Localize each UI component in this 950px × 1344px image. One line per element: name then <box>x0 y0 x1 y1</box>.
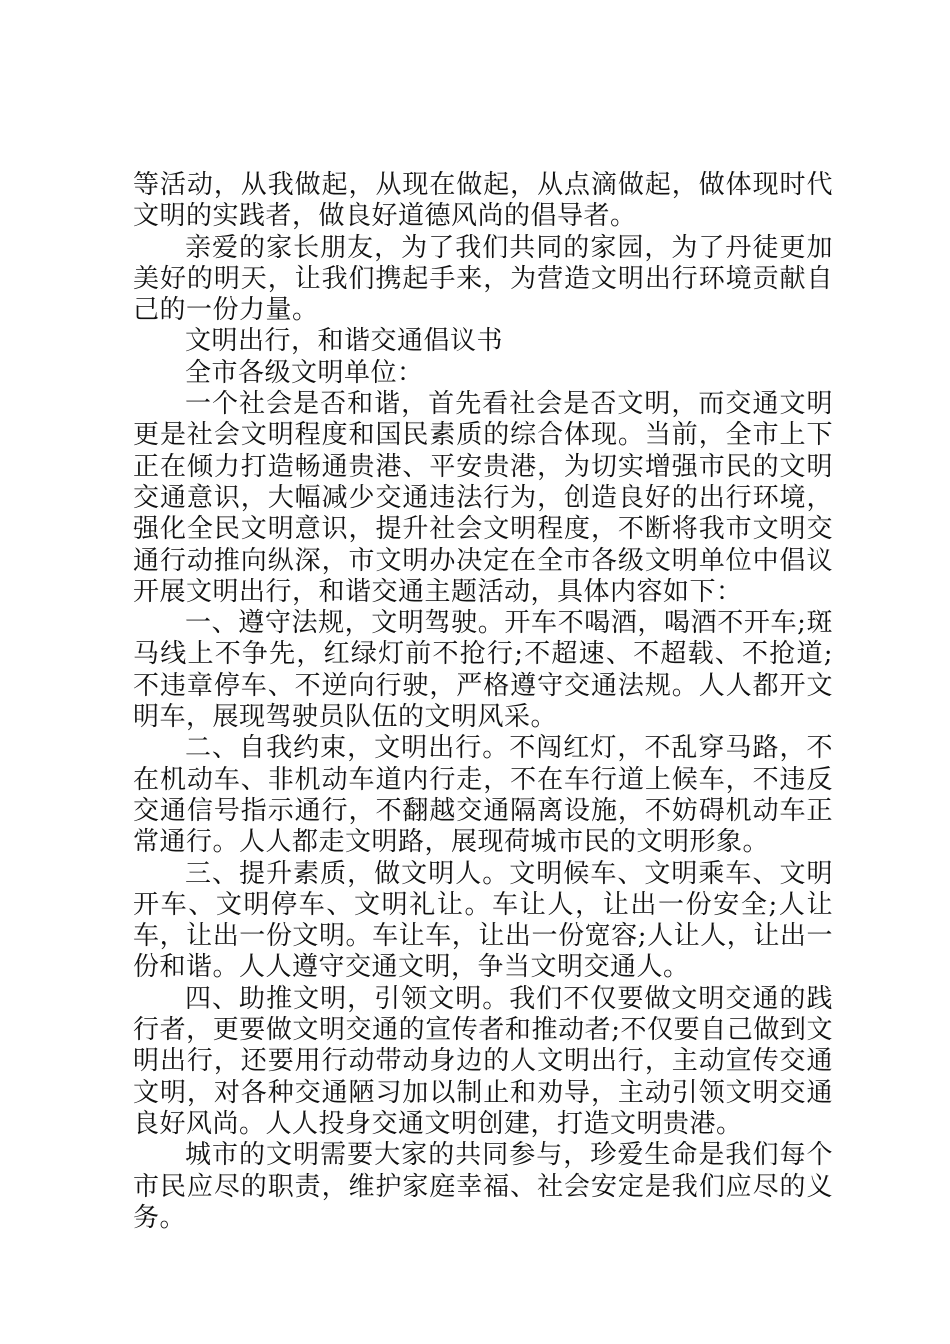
paragraph-item-one: 一、遵守法规，文明驾驶。开车不喝酒，喝酒不开车;斑马线上不争先，红绿灯前不抢行;不超速、不超载、不抢道;不违章停车、不逆向行驶，严格遵守交通法规。人人都开文明车，展现驾驶员队伍的文明风采。 <box>133 608 833 733</box>
paragraph-item-two: 二、自我约束，文明出行。不闯红灯，不乱穿马路，不在机动车、非机动车道内行走，不在车行道上候车，不违反交通信号指示通行，不翻越交通隔离设施，不妨碍机动车正常通行。人人都走文明路，展现荷城市民的文明形象。 <box>133 733 833 858</box>
paragraph-parents-appeal: 亲爱的家长朋友，为了我们共同的家园，为了丹徒更加美好的明天，让我们携起手来，为营造文明出行环境贡献自己的一份力量。 <box>133 232 833 326</box>
salutation: 全市各级文明单位： <box>185 357 424 388</box>
document-body <box>133 170 833 1234</box>
paragraph-conclusion: 城市的文明需要大家的共同参与，珍爱生命是我们每个市民应尽的职责，维护家庭幸福、社会安定是我们应尽的义务。 <box>133 1140 833 1233</box>
paragraph-item-three: 三、提升素质，做文明人。文明候车、文明乘车、文明开车、文明停车、文明礼让。车让人，让出一份安全;人让车，让出一份文明。车让车，让出一份宽容;人让人，让出一份和谐。人人遵守交通文明，争当文明交通人。 <box>133 858 833 983</box>
paragraph-introduction: 一个社会是否和谐，首先看社会是否文明，而交通文明更是社会文明程度和国民素质的综合体现。当前，全市上下正在倾力打造畅通贵港、平安贵港，为切实增强市民的文明交通意识，大幅减少交通违法行为，创造良好的出行环境，强化全民文明意识，提升社会文明程度，不断将我市文明交通行动推向纵深，市文明办决定在全市各级文明单位中倡议开展文明出行，和谐交通主题活动，具体内容如下： <box>133 389 833 607</box>
proposal-title: 文明出行，和谐交通倡议书 <box>185 326 504 357</box>
paragraph-item-four: 四、助推文明，引领文明。我们不仅要做文明交通的践行者，更要做文明交通的宣传者和推动者;不仅要自己做到文明出行，还要用行动带动身边的人文明出行，主动宣传交通文明，对各种交通陋习加以制止和劝导，主动引领文明交通良好风尚。人人投身交通文明创建，打造文明贵港。 <box>133 983 833 1139</box>
paragraph-continuation: 等活动，从我做起，从现在做起，从点滴做起，做体现时代文明的实践者，做良好道德风尚的倡导者。 <box>133 170 833 232</box>
